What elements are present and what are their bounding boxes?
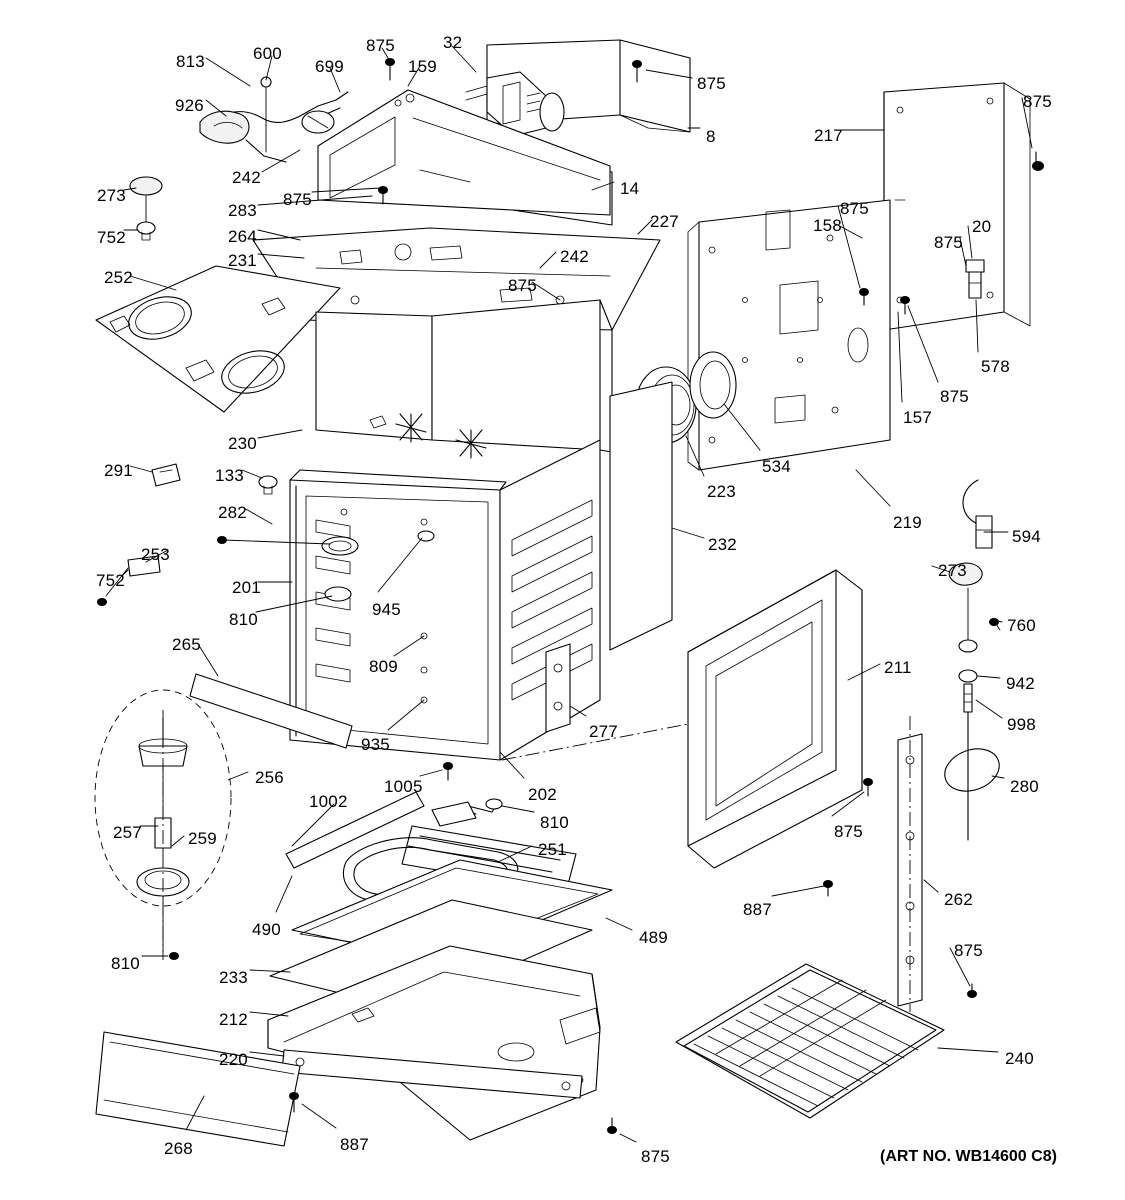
callout-594: 594 (1012, 527, 1041, 546)
callout-875-i: 875 (834, 822, 863, 841)
callout-875-c: 875 (1023, 92, 1052, 111)
callout-212: 212 (219, 1010, 248, 1029)
part-594-probe (939, 480, 1005, 840)
part-219-rear-inner-panel (688, 200, 890, 470)
callout-273-a: 273 (97, 186, 126, 205)
callout-998: 998 (1007, 715, 1036, 734)
callout-280: 280 (1010, 777, 1039, 796)
callout-534: 534 (762, 457, 791, 476)
part-232-side-panel (610, 382, 672, 650)
callout-810-b: 810 (540, 813, 569, 832)
callout-926: 926 (175, 96, 204, 115)
callout-159: 159 (408, 57, 437, 76)
callout-252: 252 (104, 268, 133, 287)
callout-265: 265 (172, 635, 201, 654)
part-268-kick-panel (96, 1032, 300, 1146)
callout-875-h: 875 (940, 387, 969, 406)
callout-810-a: 810 (229, 610, 258, 629)
callout-264: 264 (228, 227, 257, 246)
callout-699: 699 (315, 57, 344, 76)
callout-20: 20 (972, 217, 992, 236)
callout-489: 489 (639, 928, 668, 947)
callout-283: 283 (228, 201, 257, 220)
callout-32: 32 (443, 33, 463, 52)
callout-256: 256 (255, 768, 284, 787)
part-20-578-terminal (966, 260, 984, 298)
callout-211: 211 (884, 658, 912, 677)
callout-8: 8 (706, 127, 716, 146)
part-277-hinge-receiver (546, 644, 570, 732)
callout-133: 133 (215, 466, 244, 485)
callout-935: 935 (361, 735, 390, 754)
art-number-label: (ART NO. WB14600 C8) (880, 1148, 1057, 1165)
callout-887-b: 887 (340, 1135, 369, 1154)
callout-875-d: 875 (283, 190, 312, 209)
callout-875-a: 875 (366, 36, 395, 55)
callout-752-b: 752 (96, 571, 125, 590)
callout-201: 201 (232, 578, 261, 597)
callout-578: 578 (981, 357, 1010, 376)
callout-230: 230 (228, 434, 257, 453)
callout-232: 232 (708, 535, 737, 554)
callout-277: 277 (589, 722, 618, 741)
callout-875-k: 875 (641, 1147, 670, 1166)
callout-158: 158 (813, 216, 842, 235)
callout-887-a: 887 (743, 900, 772, 919)
callout-220: 220 (219, 1050, 248, 1069)
callout-157: 157 (903, 408, 932, 427)
callout-809: 809 (369, 657, 398, 676)
callout-257: 257 (113, 823, 142, 842)
part-217-rear-panel (884, 83, 1030, 330)
callout-282: 282 (218, 503, 247, 522)
part-1002-trim-strip (286, 792, 424, 868)
callout-810-c: 810 (111, 954, 140, 973)
callout-760: 760 (1007, 616, 1036, 635)
callout-217: 217 (814, 126, 843, 145)
callout-262: 262 (944, 890, 973, 909)
part-534-fan-cover (690, 352, 736, 418)
callout-219: 219 (893, 513, 922, 532)
callout-251: 251 (538, 840, 567, 859)
callout-242-a: 242 (232, 168, 261, 187)
callout-202: 202 (528, 785, 557, 804)
callout-945: 945 (372, 600, 401, 619)
callout-813: 813 (176, 52, 205, 71)
callout-1002: 1002 (309, 792, 348, 811)
callout-875-b: 875 (697, 74, 726, 93)
callout-268: 268 (164, 1139, 193, 1158)
callout-259: 259 (188, 829, 217, 848)
callout-1005: 1005 (384, 777, 423, 796)
callout-875-e: 875 (840, 199, 869, 218)
part-230-oven-liner (316, 300, 612, 458)
callout-253: 253 (141, 545, 170, 564)
callout-242-b: 242 (560, 247, 589, 266)
callout-875-j: 875 (954, 941, 983, 960)
callout-752-a: 752 (97, 228, 126, 247)
callout-291: 291 (104, 461, 133, 480)
callout-240: 240 (1005, 1049, 1034, 1068)
callout-875-g: 875 (508, 276, 537, 295)
callout-14: 14 (620, 179, 640, 198)
callout-223: 223 (707, 482, 736, 501)
callout-600: 600 (253, 44, 282, 63)
callout-227: 227 (650, 212, 679, 231)
callout-490: 490 (252, 920, 281, 939)
callout-875-f: 875 (934, 233, 963, 252)
callout-233: 233 (219, 968, 248, 987)
callout-231: 231 (228, 251, 257, 270)
callout-273-b: 273 (938, 561, 967, 580)
callout-942: 942 (1006, 674, 1035, 693)
